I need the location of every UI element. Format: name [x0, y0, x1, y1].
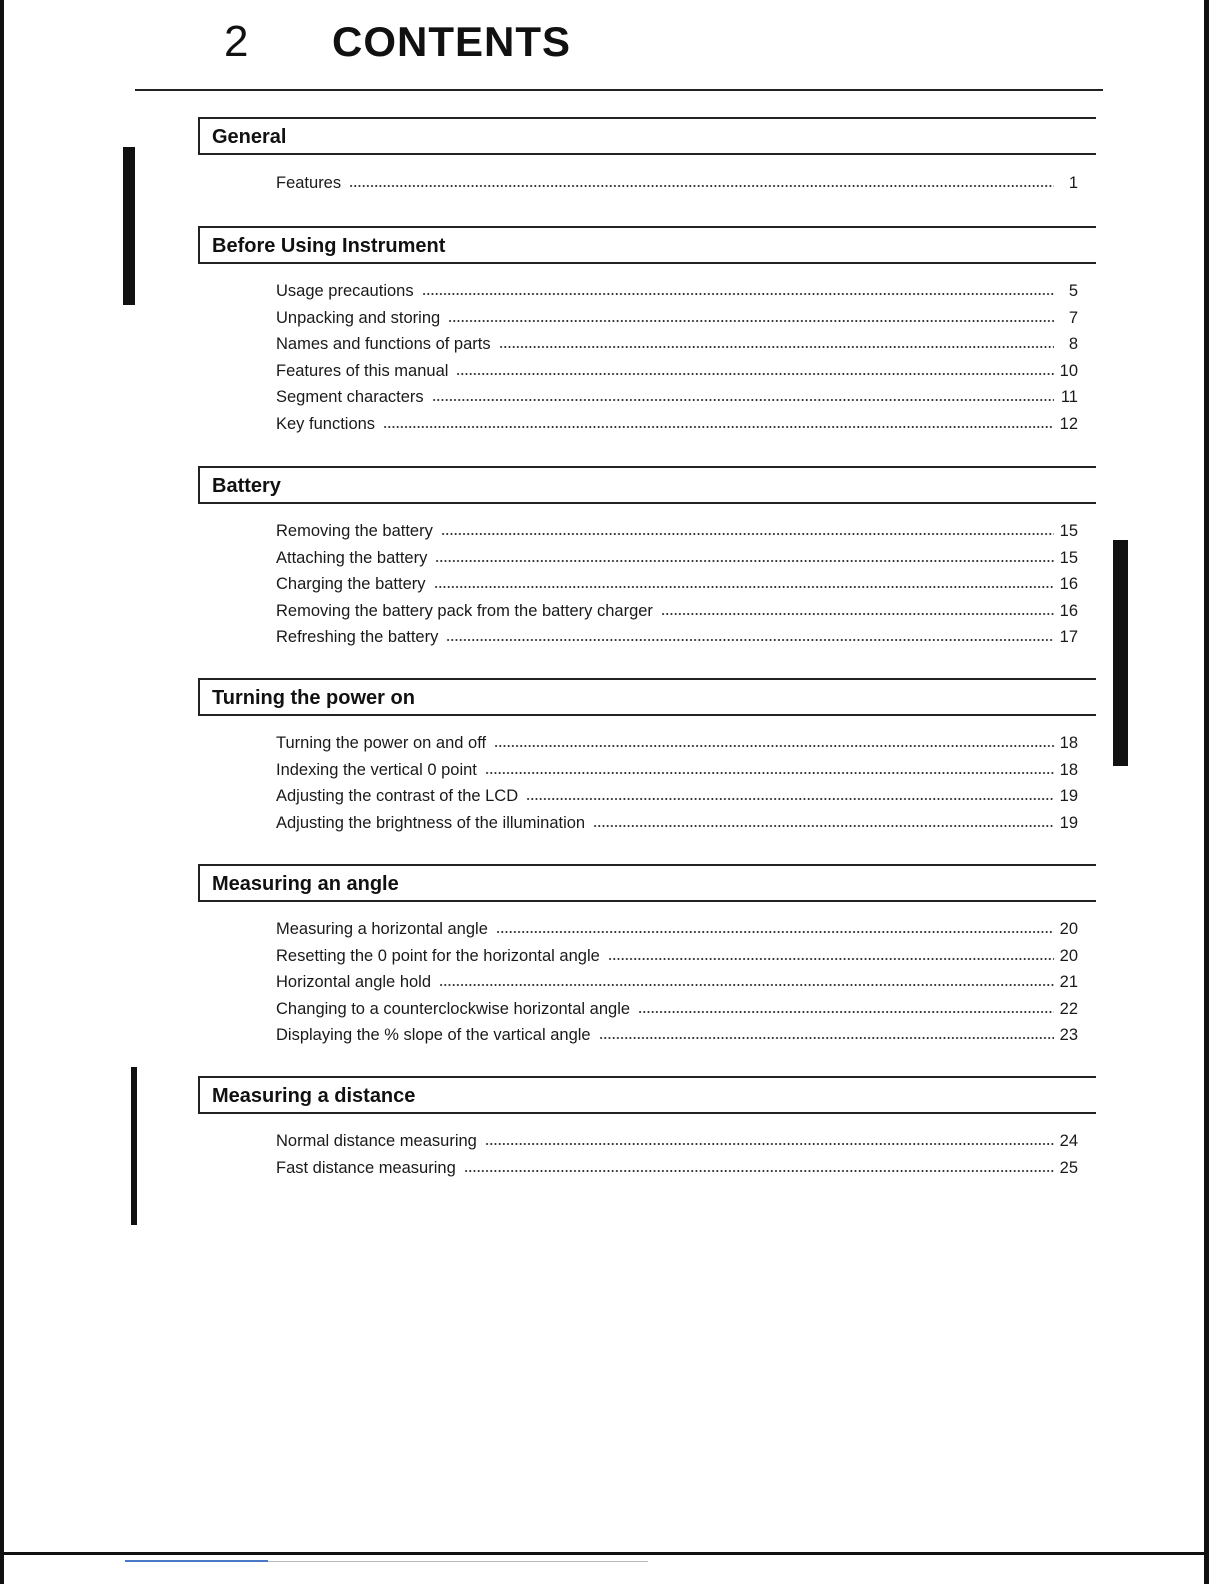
- toc-entry-page: 20: [1059, 946, 1078, 965]
- toc-entry-title: Attaching the battery: [276, 548, 428, 567]
- toc-entry-page: 11: [1060, 388, 1078, 406]
- section-heading-box: [198, 864, 1096, 902]
- toc-entry[interactable]: [276, 757, 1078, 784]
- toc-entry-page: 17: [1059, 628, 1078, 646]
- toc-entry-title: Adjusting the brightness of the illumination: [276, 813, 586, 832]
- dot-leader: [441, 533, 1054, 535]
- toc-entry[interactable]: [276, 278, 1078, 305]
- section-title: Before Using Instrument: [212, 235, 446, 257]
- toc-entry[interactable]: [276, 518, 1078, 545]
- toc-entry-page: 10: [1059, 361, 1078, 380]
- section-title: General: [212, 126, 287, 148]
- dot-leader: [434, 586, 1054, 588]
- toc-entry-title: Usage precautions: [276, 282, 414, 300]
- toc-entry-title: Removing the battery: [276, 522, 433, 540]
- dot-leader: [383, 426, 1054, 428]
- toc-entry[interactable]: [276, 598, 1078, 625]
- toc-entry-title: Removing the battery pack from the battery charger: [276, 601, 653, 620]
- toc-entry-title: Normal distance measuring: [276, 1132, 477, 1150]
- section-heading-box: [198, 117, 1096, 155]
- section-entries: [276, 916, 1078, 1049]
- dot-leader: [499, 346, 1054, 348]
- toc-entry-page: 15: [1059, 548, 1078, 567]
- toc-entry-page: 7: [1068, 308, 1078, 327]
- toc-entry-page: 18: [1059, 734, 1078, 752]
- toc-entry-title: Key functions: [276, 414, 376, 433]
- toc-entry[interactable]: [276, 358, 1078, 385]
- dot-leader: [422, 293, 1054, 295]
- revision-bar: [131, 1067, 137, 1225]
- toc-entry[interactable]: [276, 384, 1078, 411]
- scan-edge-left: [0, 0, 4, 1584]
- toc-entry-title: Measuring a horizontal angle: [276, 920, 488, 938]
- header-rule: [135, 89, 1103, 91]
- toc-entry-page: 18: [1059, 760, 1078, 779]
- section-title: Measuring a distance: [212, 1085, 416, 1107]
- toc-entry-title: Charging the battery: [276, 575, 426, 593]
- scan-artifact-line: [268, 1561, 648, 1562]
- scan-edge-bottom: [0, 1552, 1209, 1555]
- section-heading-box: [198, 226, 1096, 264]
- section-entries: [276, 730, 1078, 836]
- toc-entry-title: Resetting the 0 point for the horizontal angle: [276, 946, 600, 965]
- toc-entry[interactable]: [276, 996, 1078, 1023]
- toc-entry[interactable]: [276, 1128, 1078, 1155]
- toc-entry-title: Changing to a counterclockwise horizontal angle: [276, 999, 631, 1018]
- dot-leader: [439, 984, 1054, 986]
- dot-leader: [599, 1037, 1054, 1039]
- dot-leader: [448, 320, 1054, 322]
- toc-entry-title: Unpacking and storing: [276, 308, 441, 327]
- toc-entry[interactable]: [276, 170, 1078, 197]
- toc-entry-page: 22: [1059, 999, 1078, 1018]
- toc-entry-page: 12: [1059, 414, 1078, 433]
- dot-leader: [661, 613, 1054, 615]
- page-title: CONTENTS: [332, 18, 571, 65]
- toc-entry-page: 16: [1059, 601, 1078, 620]
- toc-entry-title: Adjusting the contrast of the LCD: [276, 787, 519, 805]
- toc-entry[interactable]: [276, 916, 1078, 943]
- toc-entry-title: Indexing the vertical 0 point: [276, 760, 477, 779]
- revision-bar: [123, 147, 135, 305]
- dot-leader: [593, 825, 1054, 827]
- toc-entry-page: 24: [1059, 1132, 1078, 1150]
- toc-entry[interactable]: [276, 783, 1078, 810]
- toc-entry-page: 5: [1068, 282, 1078, 300]
- dot-leader: [608, 958, 1054, 960]
- toc-entry[interactable]: [276, 943, 1078, 970]
- toc-entry[interactable]: [276, 545, 1078, 572]
- revision-bar: [1113, 540, 1128, 766]
- dot-leader: [638, 1011, 1054, 1013]
- dot-leader: [464, 1170, 1054, 1172]
- dot-leader: [485, 1143, 1054, 1145]
- toc-entry[interactable]: [276, 411, 1078, 438]
- toc-entry[interactable]: [276, 730, 1078, 757]
- section-heading-box: [198, 1076, 1096, 1114]
- toc-entry-title: Turning the power on and off: [276, 734, 487, 752]
- dot-leader: [485, 772, 1054, 774]
- dot-leader: [349, 185, 1054, 187]
- toc-entry-page: 19: [1059, 813, 1078, 832]
- toc-entry-title: Displaying the % slope of the vartical angle: [276, 1026, 591, 1044]
- dot-leader: [446, 639, 1054, 641]
- dot-leader: [456, 373, 1054, 375]
- toc-entry[interactable]: [276, 624, 1078, 651]
- section-title: Battery: [212, 475, 281, 497]
- toc-entry-title: Segment characters: [276, 388, 424, 406]
- toc-entry-page: 25: [1059, 1158, 1078, 1177]
- section-entries: [276, 518, 1078, 651]
- toc-entry-page: 20: [1059, 920, 1078, 938]
- section-entries: [276, 1128, 1078, 1181]
- section-heading-box: [198, 678, 1096, 716]
- toc-entry-page: 21: [1059, 973, 1078, 991]
- dot-leader: [432, 399, 1054, 401]
- toc-entry-page: 23: [1059, 1026, 1078, 1044]
- section-title: Measuring an angle: [212, 873, 399, 895]
- toc-entry-title: Horizontal angle hold: [276, 973, 432, 991]
- page-number: 2: [224, 17, 249, 66]
- section-heading-box: [198, 466, 1096, 504]
- toc-entry-title: Names and functions of parts: [276, 335, 491, 353]
- dot-leader: [435, 560, 1054, 562]
- section-entries: [276, 278, 1078, 437]
- section-title: Turning the power on: [212, 687, 415, 709]
- toc-entry-title: Features: [276, 174, 342, 192]
- toc-entry[interactable]: [276, 1155, 1078, 1182]
- dot-leader: [526, 798, 1054, 800]
- toc-entry[interactable]: [276, 571, 1078, 598]
- dot-leader: [494, 745, 1054, 747]
- dot-leader: [496, 931, 1054, 933]
- section-entries: [276, 170, 1078, 197]
- toc-entry[interactable]: [276, 331, 1078, 358]
- toc-entry-title: Refreshing the battery: [276, 628, 439, 646]
- toc-entry-page: 15: [1059, 522, 1078, 540]
- scan-artifact-line: [125, 1560, 268, 1562]
- toc-entry-page: 1: [1068, 174, 1078, 192]
- toc-entry-title: Fast distance measuring: [276, 1158, 456, 1177]
- toc-entry[interactable]: [276, 810, 1078, 837]
- toc-entry-page: 19: [1059, 787, 1078, 805]
- toc-entry[interactable]: [276, 969, 1078, 996]
- toc-entry[interactable]: [276, 305, 1078, 332]
- scan-edge-right: [1204, 0, 1209, 1584]
- toc-entry-page: 16: [1059, 575, 1078, 593]
- toc-entry[interactable]: [276, 1022, 1078, 1049]
- toc-entry-page: 8: [1068, 335, 1078, 353]
- toc-entry-title: Features of this manual: [276, 361, 449, 380]
